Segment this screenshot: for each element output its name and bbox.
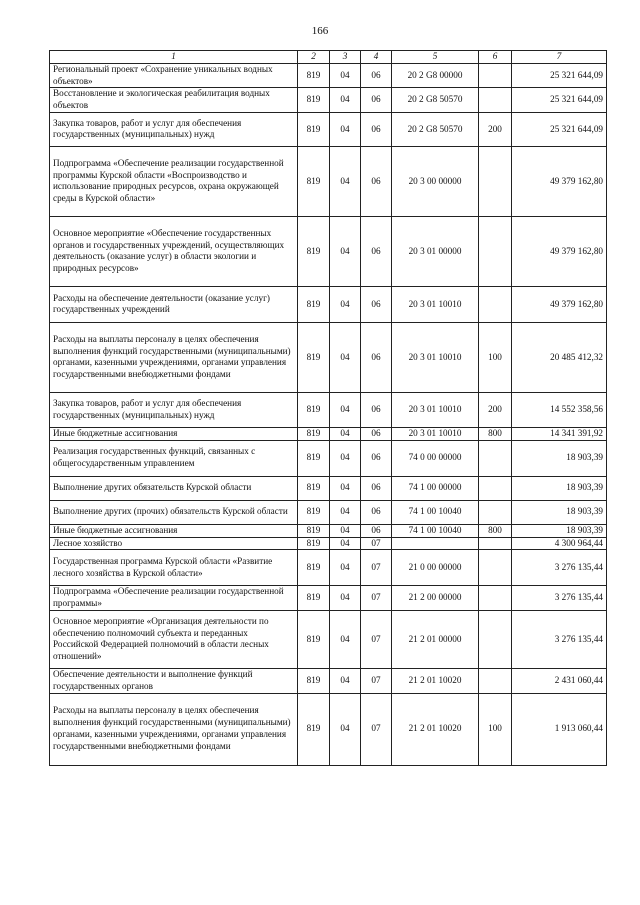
row-amount: 3 276 135,44 bbox=[512, 550, 607, 586]
row-subsection-code: 07 bbox=[361, 537, 392, 550]
row-section-code: 04 bbox=[330, 392, 361, 427]
row-admin-code: 819 bbox=[298, 440, 330, 476]
row-section-code: 04 bbox=[330, 524, 361, 537]
row-admin-code: 819 bbox=[298, 500, 330, 524]
row-target-code: 20 3 01 10010 bbox=[392, 286, 479, 322]
row-expense-type bbox=[479, 586, 512, 611]
row-target-code: 20 3 01 10010 bbox=[392, 427, 479, 440]
row-amount: 1 913 060,44 bbox=[512, 693, 607, 765]
header-cell-6: 6 bbox=[479, 51, 512, 64]
row-target-code: 21 2 01 10020 bbox=[392, 668, 479, 693]
row-section-code: 04 bbox=[330, 500, 361, 524]
row-amount: 18 903,39 bbox=[512, 500, 607, 524]
row-admin-code: 819 bbox=[298, 216, 330, 286]
row-target-code: 20 2 G8 50570 bbox=[392, 88, 479, 113]
row-target-code: 20 3 01 10010 bbox=[392, 392, 479, 427]
row-subsection-code: 07 bbox=[361, 610, 392, 668]
row-name-cell: Основное мероприятие «Обеспечение государственных органов и государственных учреждений, осуществляющих деятельность (оказание услуг) в области экологии и природных ресурсов» bbox=[50, 216, 298, 286]
row-subsection-code: 07 bbox=[361, 668, 392, 693]
table-row bbox=[50, 427, 607, 440]
row-section-code: 04 bbox=[330, 112, 361, 146]
row-amount: 25 321 644,09 bbox=[512, 88, 607, 113]
row-amount: 20 485 412,32 bbox=[512, 322, 607, 392]
row-subsection-code: 07 bbox=[361, 693, 392, 765]
row-amount: 49 379 162,80 bbox=[512, 216, 607, 286]
row-admin-code: 819 bbox=[298, 668, 330, 693]
row-section-code: 04 bbox=[330, 63, 361, 88]
row-section-code: 04 bbox=[330, 537, 361, 550]
table-row bbox=[50, 63, 607, 88]
row-amount: 18 903,39 bbox=[512, 524, 607, 537]
table-row bbox=[50, 586, 607, 611]
row-amount: 49 379 162,80 bbox=[512, 146, 607, 216]
table-row bbox=[50, 440, 607, 476]
table-row bbox=[50, 524, 607, 537]
row-amount: 3 276 135,44 bbox=[512, 610, 607, 668]
row-target-code: 21 2 01 00000 bbox=[392, 610, 479, 668]
table-row bbox=[50, 286, 607, 322]
row-name-cell: Обеспечение деятельности и выполнение функций государственных органов bbox=[50, 668, 298, 693]
row-subsection-code: 06 bbox=[361, 63, 392, 88]
row-expense-type bbox=[479, 537, 512, 550]
table-row bbox=[50, 537, 607, 550]
row-admin-code: 819 bbox=[298, 550, 330, 586]
row-target-code: 20 2 G8 50570 bbox=[392, 112, 479, 146]
row-section-code: 04 bbox=[330, 216, 361, 286]
row-subsection-code: 06 bbox=[361, 500, 392, 524]
row-admin-code: 819 bbox=[298, 146, 330, 216]
row-amount: 2 431 060,44 bbox=[512, 668, 607, 693]
row-target-code: 21 0 00 00000 bbox=[392, 550, 479, 586]
row-target-code: 21 2 01 10020 bbox=[392, 693, 479, 765]
table-row bbox=[50, 550, 607, 586]
row-expense-type bbox=[479, 500, 512, 524]
row-name-cell: Закупка товаров, работ и услуг для обеспечения государственных (муниципальных) нужд bbox=[50, 112, 298, 146]
row-target-code: 74 1 00 10040 bbox=[392, 524, 479, 537]
row-target-code: 20 3 00 00000 bbox=[392, 146, 479, 216]
page-number: 166 bbox=[311, 25, 329, 37]
row-name-cell: Подпрограмма «Обеспечение реализации государственной программы» bbox=[50, 586, 298, 611]
table-row bbox=[50, 146, 607, 216]
row-name-cell: Государственная программа Курской области «Развитие лесного хозяйства в Курской области» bbox=[50, 550, 298, 586]
row-expense-type bbox=[479, 146, 512, 216]
row-name-cell: Закупка товаров, работ и услуг для обеспечения государственных (муниципальных) нужд bbox=[50, 392, 298, 427]
table-row bbox=[50, 216, 607, 286]
row-subsection-code: 06 bbox=[361, 440, 392, 476]
header-cell-4: 4 bbox=[361, 51, 392, 64]
row-name-cell: Расходы на обеспечение деятельности (оказание услуг) государственных учреждений bbox=[50, 286, 298, 322]
table-row bbox=[50, 668, 607, 693]
row-admin-code: 819 bbox=[298, 693, 330, 765]
row-expense-type bbox=[479, 63, 512, 88]
row-section-code: 04 bbox=[330, 476, 361, 500]
row-subsection-code: 06 bbox=[361, 216, 392, 286]
row-expense-type bbox=[479, 88, 512, 113]
table-row bbox=[50, 610, 607, 668]
row-admin-code: 819 bbox=[298, 322, 330, 392]
row-name-cell: Выполнение других (прочих) обязательств Курской области bbox=[50, 500, 298, 524]
row-name-cell: Иные бюджетные ассигнования bbox=[50, 427, 298, 440]
budget-table bbox=[49, 50, 607, 766]
row-section-code: 04 bbox=[330, 440, 361, 476]
row-admin-code: 819 bbox=[298, 88, 330, 113]
row-amount: 25 321 644,09 bbox=[512, 112, 607, 146]
row-section-code: 04 bbox=[330, 610, 361, 668]
header-row bbox=[50, 51, 607, 64]
row-expense-type: 800 bbox=[479, 524, 512, 537]
row-expense-type bbox=[479, 286, 512, 322]
row-section-code: 04 bbox=[330, 88, 361, 113]
row-subsection-code: 06 bbox=[361, 146, 392, 216]
table-row bbox=[50, 112, 607, 146]
row-name-cell: Подпрограмма «Обеспечение реализации государственной программы Курской области «Воспроизводство и использование природных ресурсов, охрана окружающей среды в Курской области» bbox=[50, 146, 298, 216]
row-admin-code: 819 bbox=[298, 112, 330, 146]
row-expense-type: 100 bbox=[479, 322, 512, 392]
row-section-code: 04 bbox=[330, 146, 361, 216]
row-name-cell: Основное мероприятие «Организация деятельности по обеспечению полномочий субъекта и переданных Российской Федерацией полномочий в области лесных отношений» bbox=[50, 610, 298, 668]
row-section-code: 04 bbox=[330, 286, 361, 322]
row-expense-type: 100 bbox=[479, 693, 512, 765]
row-expense-type bbox=[479, 668, 512, 693]
row-name-cell: Расходы на выплаты персоналу в целях обеспечения выполнения функций государственными (муниципальными) органами, казенными учреждениями, органами управления государственными внебюджетными фондами bbox=[50, 322, 298, 392]
row-amount: 3 276 135,44 bbox=[512, 586, 607, 611]
row-admin-code: 819 bbox=[298, 392, 330, 427]
table-row bbox=[50, 322, 607, 392]
row-amount: 18 903,39 bbox=[512, 476, 607, 500]
table-row bbox=[50, 392, 607, 427]
row-admin-code: 819 bbox=[298, 427, 330, 440]
table-row bbox=[50, 476, 607, 500]
table-row bbox=[50, 500, 607, 524]
row-name-cell: Расходы на выплаты персоналу в целях обеспечения выполнения функций государственными (муниципальными) органами, казенными учреждениями, органами управления государственными внебюджетными фондами bbox=[50, 693, 298, 765]
row-subsection-code: 06 bbox=[361, 88, 392, 113]
row-name-cell: Восстановление и экологическая реабилитация водных объектов bbox=[50, 88, 298, 113]
row-amount: 14 552 358,56 bbox=[512, 392, 607, 427]
row-amount: 25 321 644,09 bbox=[512, 63, 607, 88]
row-admin-code: 819 bbox=[298, 586, 330, 611]
row-subsection-code: 07 bbox=[361, 550, 392, 586]
row-admin-code: 819 bbox=[298, 63, 330, 88]
row-section-code: 04 bbox=[330, 427, 361, 440]
table-row bbox=[50, 693, 607, 765]
row-target-code: 20 2 G8 00000 bbox=[392, 63, 479, 88]
row-subsection-code: 06 bbox=[361, 476, 392, 500]
row-subsection-code: 06 bbox=[361, 524, 392, 537]
row-subsection-code: 06 bbox=[361, 286, 392, 322]
row-section-code: 04 bbox=[330, 550, 361, 586]
row-admin-code: 819 bbox=[298, 476, 330, 500]
row-expense-type bbox=[479, 440, 512, 476]
row-target-code: 74 1 00 10040 bbox=[392, 500, 479, 524]
table-row bbox=[50, 88, 607, 113]
row-target-code bbox=[392, 537, 479, 550]
row-expense-type bbox=[479, 476, 512, 500]
row-name-cell: Выполнение других обязательств Курской области bbox=[50, 476, 298, 500]
row-section-code: 04 bbox=[330, 693, 361, 765]
row-subsection-code: 06 bbox=[361, 112, 392, 146]
row-subsection-code: 06 bbox=[361, 427, 392, 440]
row-expense-type bbox=[479, 216, 512, 286]
row-expense-type bbox=[479, 550, 512, 586]
row-admin-code: 819 bbox=[298, 286, 330, 322]
row-expense-type: 200 bbox=[479, 392, 512, 427]
header-cell-3: 3 bbox=[330, 51, 361, 64]
row-target-code: 21 2 00 00000 bbox=[392, 586, 479, 611]
header-cell-5: 5 bbox=[392, 51, 479, 64]
row-subsection-code: 06 bbox=[361, 392, 392, 427]
row-target-code: 74 1 00 00000 bbox=[392, 476, 479, 500]
row-expense-type: 800 bbox=[479, 427, 512, 440]
row-target-code: 20 3 01 00000 bbox=[392, 216, 479, 286]
row-target-code: 20 3 01 10010 bbox=[392, 322, 479, 392]
row-amount: 49 379 162,80 bbox=[512, 286, 607, 322]
row-name-cell: Реализация государственных функций, связанных с общегосударственным управлением bbox=[50, 440, 298, 476]
row-expense-type bbox=[479, 610, 512, 668]
row-name-cell: Лесное хозяйство bbox=[50, 537, 298, 550]
row-admin-code: 819 bbox=[298, 537, 330, 550]
row-admin-code: 819 bbox=[298, 610, 330, 668]
row-section-code: 04 bbox=[330, 586, 361, 611]
row-amount: 4 300 964,44 bbox=[512, 537, 607, 550]
row-target-code: 74 0 00 00000 bbox=[392, 440, 479, 476]
header-cell-7: 7 bbox=[512, 51, 607, 64]
row-section-code: 04 bbox=[330, 322, 361, 392]
row-amount: 18 903,39 bbox=[512, 440, 607, 476]
row-amount: 14 341 391,92 bbox=[512, 427, 607, 440]
row-name-cell: Региональный проект «Сохранение уникальных водных объектов» bbox=[50, 63, 298, 88]
row-subsection-code: 07 bbox=[361, 586, 392, 611]
header-cell-2: 2 bbox=[298, 51, 330, 64]
row-expense-type: 200 bbox=[479, 112, 512, 146]
row-subsection-code: 06 bbox=[361, 322, 392, 392]
row-admin-code: 819 bbox=[298, 524, 330, 537]
row-section-code: 04 bbox=[330, 668, 361, 693]
row-name-cell: Иные бюджетные ассигнования bbox=[50, 524, 298, 537]
header-cell-1: 1 bbox=[50, 51, 298, 64]
